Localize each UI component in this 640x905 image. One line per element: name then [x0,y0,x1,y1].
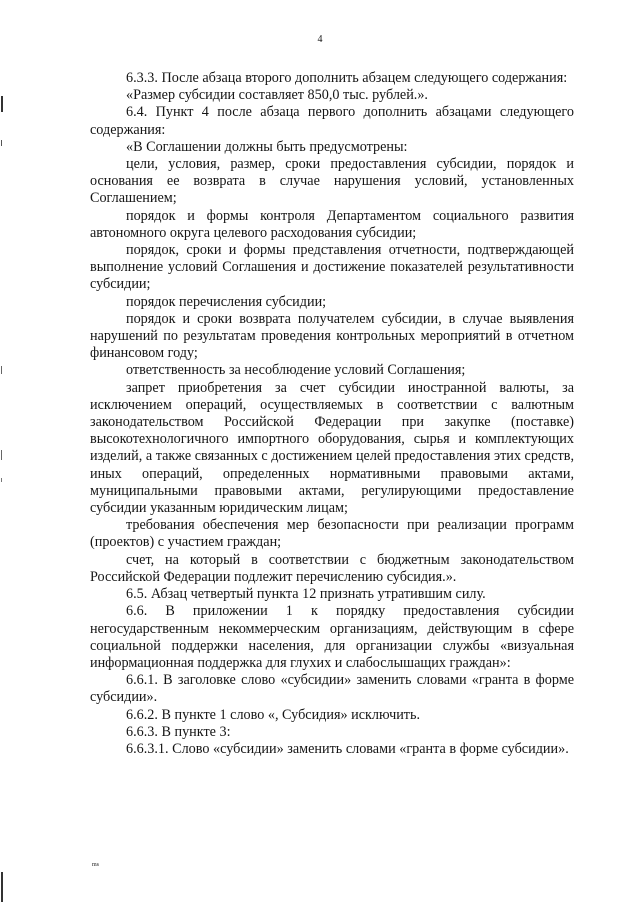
page-number: 4 [317,34,323,45]
paragraph: требования обеспечения мер безопасности при реализации программ (проектов) с участием граждан; [90,517,574,551]
paragraph: ответственность за несоблюдение условий Соглашения; [126,362,466,379]
paragraph: «Размер субсидии составляет 850,0 тыс. рублей.». [126,87,428,104]
paragraph: цели, условия, размер, сроки предоставления субсидии, порядок и основания ее возврата в случае нарушения условий, установленных Соглашением; [90,156,574,207]
paragraph: 6.4. Пункт 4 после абзаца первого дополнить абзацами следующего содержания: [90,104,574,138]
paragraph: 6.3.3. После абзаца второго дополнить абзацем следующего содержания: [126,70,568,86]
paragraph: 6.6. В приложении 1 к порядку предоставления субсидии негосударственным некоммерческим организациям, действующим в сфере социальной поддержки населения, для организации службы «визуальная информационная поддержка для глухих и слабослышащих граждан»: [90,603,574,671]
paragraph: 6.5. Абзац четвертый пункта 12 признать утратившим силу. [126,586,486,603]
paragraph: порядок и сроки возврата получателем субсидии, в случае выявления нарушений по результатам проведения контрольных мероприятий в отчетном финансовом году; [90,310,574,362]
paragraph: запрет приобретения за счет субсидии иностранной валюты, за исключением операций, осуществляемых в соответствии с валютным законодательством Российской Федерации при закупке (поставке) высокотехнологичного импортного оборудования, сырья и комплектующих изделий, а также связанных с достижением целей предоставления этих средств, иных операций, определенных нормативными правовыми актами, муниципальными правовыми актами, регулирующими предоставление субсидии указанным юридическим лицам; [90,379,574,517]
paragraph: 6.6.3.1. Слово «субсидии» заменить словами «гранта в форме субсидии». [126,740,569,757]
scan-mark [1,366,2,374]
paragraph: порядок и формы контроля Департаментом социального развития автономного округа целевого расходования субсидии; [90,207,574,241]
document-body [90,70,574,758]
paragraph: 6.6.3. В пункте 3: [126,723,231,740]
footer-code: ms [92,862,100,868]
scan-mark [1,450,2,460]
paragraph: порядок перечисления субсидии; [126,293,327,310]
paragraph: порядок, сроки и формы представления отчетности, подтверждающей выполнение условий Соглашения и достижение показателей результативности субсидии; [90,242,574,293]
paragraph: счет, на который в соответствии с бюджетным законодательством Российской Федерации подлежит перечислению субсидия.». [90,551,574,585]
scan-mark [1,140,2,146]
scan-edge-marks [0,0,8,905]
scan-mark [1,96,3,112]
scan-mark [1,872,3,902]
paragraph: «В Соглашении должны быть предусмотрены: [126,138,408,155]
paragraph: 6.6.1. В заголовке слово «субсидии» заменить словами «гранта в форме субсидии». [90,672,574,706]
scan-mark [1,478,2,482]
paragraph: 6.6.2. В пункте 1 слово «, Субсидия» исключить. [126,706,421,723]
